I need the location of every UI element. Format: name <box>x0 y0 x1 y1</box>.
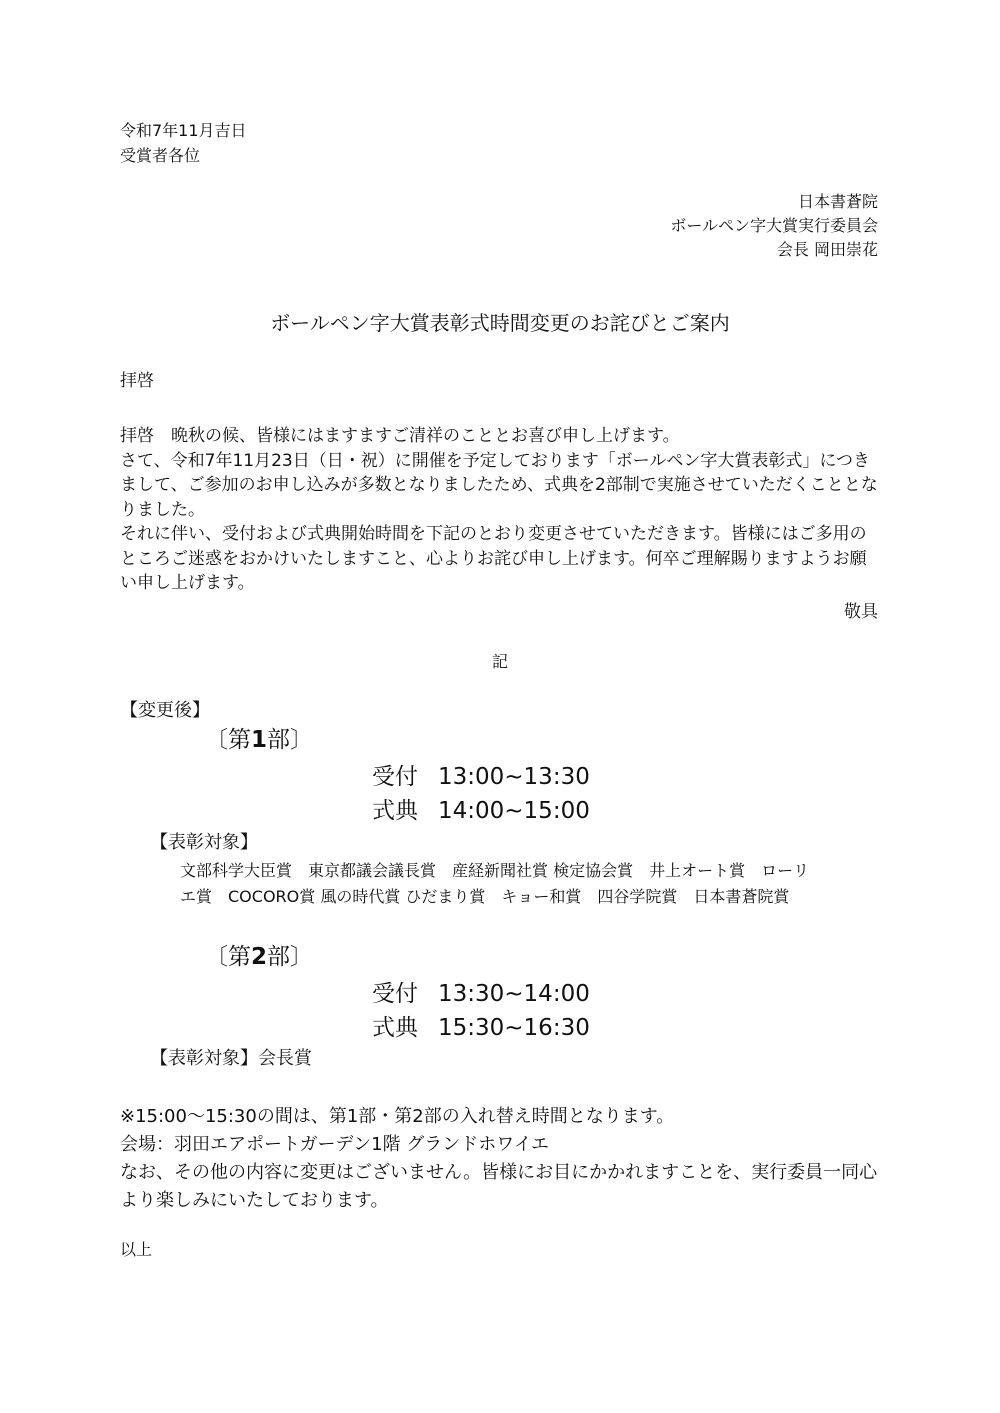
document-date: 令和7年11月吉日 <box>120 121 247 140</box>
reception-time: 13:30~14:00 <box>438 981 590 1007</box>
sender-name: 会長 岡田崇花 <box>776 240 878 259</box>
sender-organization: 日本書蒼院 <box>797 192 878 211</box>
body-paragraph-3: それに伴い、受付および式典開始時間を下記のとおり変更させていただきます。皆様にはご多用のところご迷惑をおかけいたしますこと、心よりお詫び申し上げます。何卒ご理解賜りますようお願い申し上げます。 <box>120 524 867 593</box>
closing-keigu: 敬具 <box>844 602 878 622</box>
ceremony-label: 式典 <box>372 1015 418 1041</box>
part1-reception <box>372 761 590 793</box>
part2-reception <box>372 978 590 1010</box>
reception-time: 13:00~13:30 <box>438 764 590 790</box>
part1-ceremony <box>372 795 590 827</box>
salutation: 拝啓 <box>120 371 154 391</box>
end-mark: 以上 <box>120 1240 153 1259</box>
sender-committee: ボールペン字大賞実行委員会 <box>670 216 878 235</box>
part2-targets-value: 会長賞 <box>258 1048 312 1069</box>
ceremony-time: 15:30~16:30 <box>438 1015 590 1041</box>
body-paragraph-1: 拝啓 晩秋の候、皆様にはますますご清祥のこととお喜び申し上げます。 <box>120 426 680 446</box>
part1-targets-line-1: 文部科学大臣賞 東京都議会議長賞 産経新聞社賞 検定協会賞 井上オート賞 ローリ <box>180 861 810 880</box>
recipient: 受賞者各位 <box>120 146 201 165</box>
reception-label: 受付 <box>372 981 418 1007</box>
ki-mark: 記 <box>491 652 508 671</box>
ceremony-label: 式典 <box>372 798 418 824</box>
transition-note: ※15:00～15:30の間は、第1部・第2部の入れ替え時間となります。 <box>120 1106 675 1127</box>
body-paragraph-2: さて、令和7年11月23日（日・祝）に開催を予定しております「ボールペン字大賞表彰式」につきまして、ご参加のお申し込みが多数となりましたため、式典を2部制で実施させていただくこととなりました。 <box>120 450 878 520</box>
part1-targets-line-2: エ賞 COCORO賞 風の時代賞 ひだまり賞 キョー和賞 四谷学院賞 日本書蒼院賞 <box>180 887 790 906</box>
venue-note: 会場：羽田エアポートガーデン1階 グランドホワイエ <box>120 1134 550 1155</box>
part1-targets-heading: 【表彰対象】 <box>150 832 258 853</box>
part2-targets <box>150 1045 312 1072</box>
part2-ceremony <box>372 1012 590 1044</box>
closing-remarks: なお、その他の内容に変更はございません。皆様にお目にかかれますことを、実行委員一同心より楽しみにいたしております。 <box>120 1162 878 1211</box>
part2-heading: 〔第2部〕 <box>205 944 314 970</box>
part1-heading: 〔第1部〕 <box>205 727 314 753</box>
reception-label: 受付 <box>372 764 418 790</box>
part2-targets-heading: 【表彰対象】 <box>150 1048 258 1069</box>
changes-heading: 【変更後】 <box>120 700 210 721</box>
ceremony-time: 14:00~15:00 <box>438 798 590 824</box>
document-title: ボールペン字大賞表彰式時間変更のお詫びとご案内 <box>270 311 730 335</box>
